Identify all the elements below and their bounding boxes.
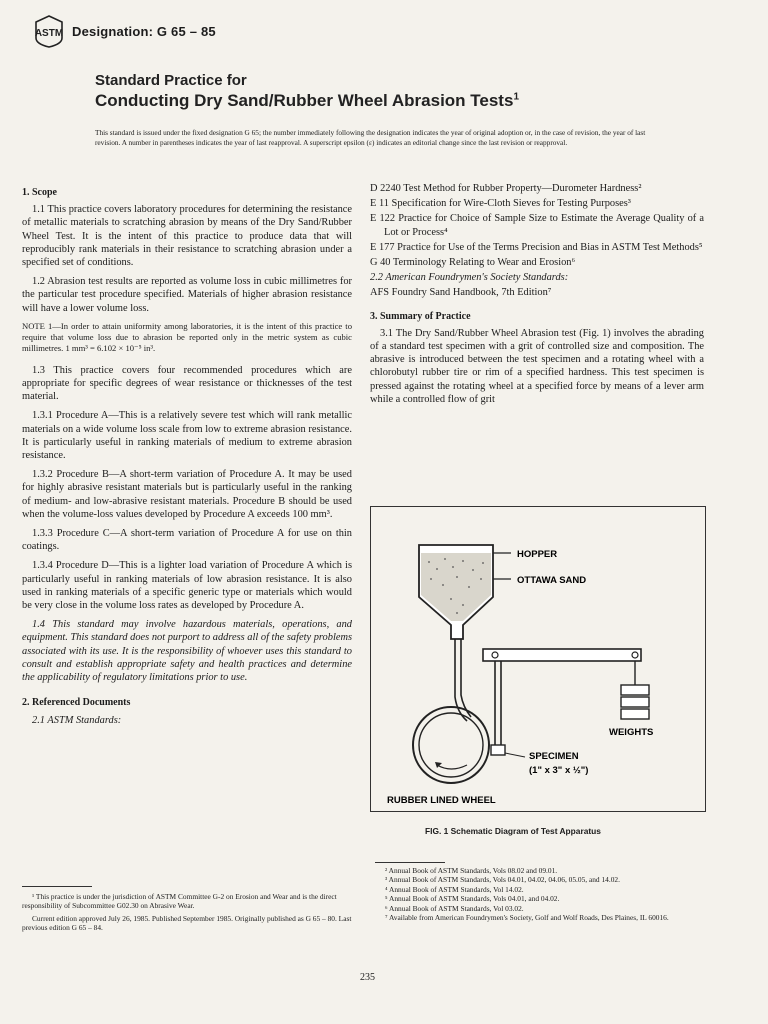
paragraph-2-1: 2.1 ASTM Standards:	[32, 714, 122, 726]
title-block	[95, 72, 519, 111]
left-column	[22, 186, 352, 733]
reference-afs-item: AFS Foundry Sand Handbook, 7th Edition⁷	[370, 287, 552, 299]
reference-item: G 40 Terminology Relating to Wear and Erosion⁶	[370, 257, 576, 269]
label-specimen: SPECIMEN	[529, 751, 579, 762]
paragraph-1-3-2: 1.3.2 Procedure B—A short-term variation of Procedure A. It may be used for highly abrasive resistant materials but is particularly useful in the ranking of medium- and low-abrasive resistant materials. Procedure B should be used when the volume-loss values developed by Procedure A exceeds 100 mm³.	[22, 469, 352, 520]
summary-heading: 3. Summary of Practice	[370, 310, 471, 322]
footnote-item: ⁷ Available from American Foundrymen's Society, Golf and Wolf Roads, Des Plaines, IL 60016.	[385, 913, 669, 923]
document-title: Conducting Dry Sand/Rubber Wheel Abrasion Tests	[95, 91, 514, 110]
footnote-item: ⁴ Annual Book of ASTM Standards, Vol 14.02.	[385, 884, 524, 894]
apparatus-diagram	[371, 507, 705, 811]
footnote-item: ² Annual Book of ASTM Standards, Vols 08.02 and 09.01.	[385, 866, 558, 875]
header	[34, 14, 216, 48]
footnote-item: ⁶ Annual Book of ASTM Standards, Vol 03.02.	[385, 903, 524, 913]
paragraph-1-1: 1.1 This practice covers laboratory procedures for determining the resistance of metallic materials to scratching abrasion by means of the Dry Sand/Rubber Wheel Test. It is the intent of this practice to produce data that will reproducibly rank materials in their resistance to scratching abrasion under a specified set of conditions.	[22, 204, 352, 269]
reference-item: E 11 Specification for Wire-Cloth Sieves for Testing Purposes³	[370, 198, 631, 210]
title-line-2	[95, 91, 519, 111]
title-line-1: Standard Practice for	[95, 72, 247, 89]
astm-logo-icon	[34, 14, 64, 48]
footnote-item: ⁵ Annual Book of ASTM Standards, Vols 04.01, and 04.02.	[385, 894, 560, 904]
scope-heading: 1. Scope	[22, 187, 57, 198]
paragraph-1-3-1: 1.3.1 Procedure A—This is a relatively severe test which will rank metallic materials on a wide volume loss scale from low to extreme abrasion resistance. It is particularly useful in ranking materials of medium to extreme abrasion resistance.	[22, 410, 352, 462]
label-hopper: HOPPER	[517, 549, 558, 560]
rubber-lined-wheel	[413, 707, 489, 783]
label-specimen-size: (1" x 3" x ½")	[529, 765, 589, 776]
reference-item: E 122 Practice for Choice of Sample Size to Estimate the Average Quality of a Lot or Process⁴	[370, 213, 704, 238]
footnote-1: ¹ This practice is under the jurisdiction of ASTM Committee G-2 on Erosion and Wear and is the direct responsibility of Subcommittee G02.30 on Abrasive Wear.	[22, 892, 337, 911]
footnote-rule-right	[375, 862, 445, 863]
footnotes-left	[22, 892, 358, 933]
figure-caption: FIG. 1 Schematic Diagram of Test Apparatus	[425, 826, 601, 836]
figure-1-schematic	[370, 506, 706, 812]
weights	[621, 661, 649, 719]
paragraph-3-1: 3.1 The Dry Sand/Rubber Wheel Abrasion test (Fig. 1) involves the abrading of a standard test specimen with a grit of controlled size and composition. The abrasive is introduced between the test specimen and a rotating wheel with a chlorobutyl rubber tire or rim of a specified hardness. This test specimen is pressed against the rotating wheel at a specified force by means of a lever arm while a controlled flow of grit	[370, 327, 704, 405]
label-weights: WEIGHTS	[609, 727, 654, 738]
page-number: 235	[360, 972, 375, 983]
footnote-1-edition: Current edition approved July 26, 1985. Published September 1985. Originally published as G 65 – 80. Last previous edition G 65 – 84.	[22, 913, 352, 933]
designation-notice: This standard is issued under the fixed designation G 65; the number immediately following the designation indicates the year of original adoption or, in the case of revision, the year of last revision. A number in parentheses indicates the year of last reapproval. A superscript epsilon (ε) indicates an editorial change since the last revision or reapproval.	[95, 128, 646, 147]
referenced-documents-heading: 2. Referenced Documents	[22, 697, 131, 709]
right-column	[370, 182, 704, 412]
footnote-rule-left	[22, 886, 92, 887]
reference-afs-heading: 2.2 American Foundrymen's Society Standards:	[370, 272, 569, 284]
designation: Designation: G 65 – 85	[72, 23, 216, 39]
footnote-item: ³ Annual Book of ASTM Standards, Vols 04.01, 04.02, 04.06, 05.05, and 14.02.	[385, 875, 620, 885]
footnotes-right	[375, 866, 710, 922]
note-1: NOTE 1—In order to attain uniformity among laboratories, it is the intent of this practice to require that volume loss due to abrasion be reported only in the metric system as cubic millimetres. 1 mm³ = 6.102 × 10⁻⁵ in³.	[22, 320, 352, 353]
reference-item: E 177 Practice for Use of the Terms Precision and Bias in ASTM Test Methods⁵	[370, 241, 703, 253]
svg-text:ASTM: ASTM	[34, 28, 64, 39]
paragraph-1-3-4: 1.3.4 Procedure D—This is a lighter load variation of Procedure A which is particularly useful in ranking materials of low abrasion resistance. It is also used in ranking materials of a specific generic type or materials which would be very close in the volume loss rates as developed by Procedure A.	[22, 560, 352, 612]
paragraph-1-4: 1.4 This standard may involve hazardous materials, operations, and equipment. This standard does not purport to address all of the safety problems associated with its use. It is the responsibility of whoever uses this standard to consult and establish appropriate safety and health practices and determine the applicability of regulatory limitations prior to use.	[22, 619, 352, 684]
title-footnote-mark: 1	[513, 91, 519, 103]
paragraph-1-2: 1.2 Abrasion test results are reported as volume loss in cubic millimetres for the particular test procedure specified. Materials of higher abrasion resistance will have a lower volume loss.	[22, 276, 352, 314]
label-rubber-lined-wheel: RUBBER LINED WHEEL	[387, 795, 496, 806]
hopper-shape	[419, 545, 493, 721]
reference-item: D 2240 Test Method for Rubber Property—Durometer Hardness²	[370, 183, 642, 194]
lever-arm	[483, 649, 641, 755]
label-ottawa-sand: OTTAWA SAND	[517, 575, 587, 586]
paragraph-1-3-3: 1.3.3 Procedure C—A short-term variation of Procedure A for use on thin coatings.	[22, 528, 352, 553]
paragraph-1-3: 1.3 This practice covers four recommended procedures which are appropriate for specific degrees of wear resistance or thicknesses of the test material.	[22, 364, 352, 403]
